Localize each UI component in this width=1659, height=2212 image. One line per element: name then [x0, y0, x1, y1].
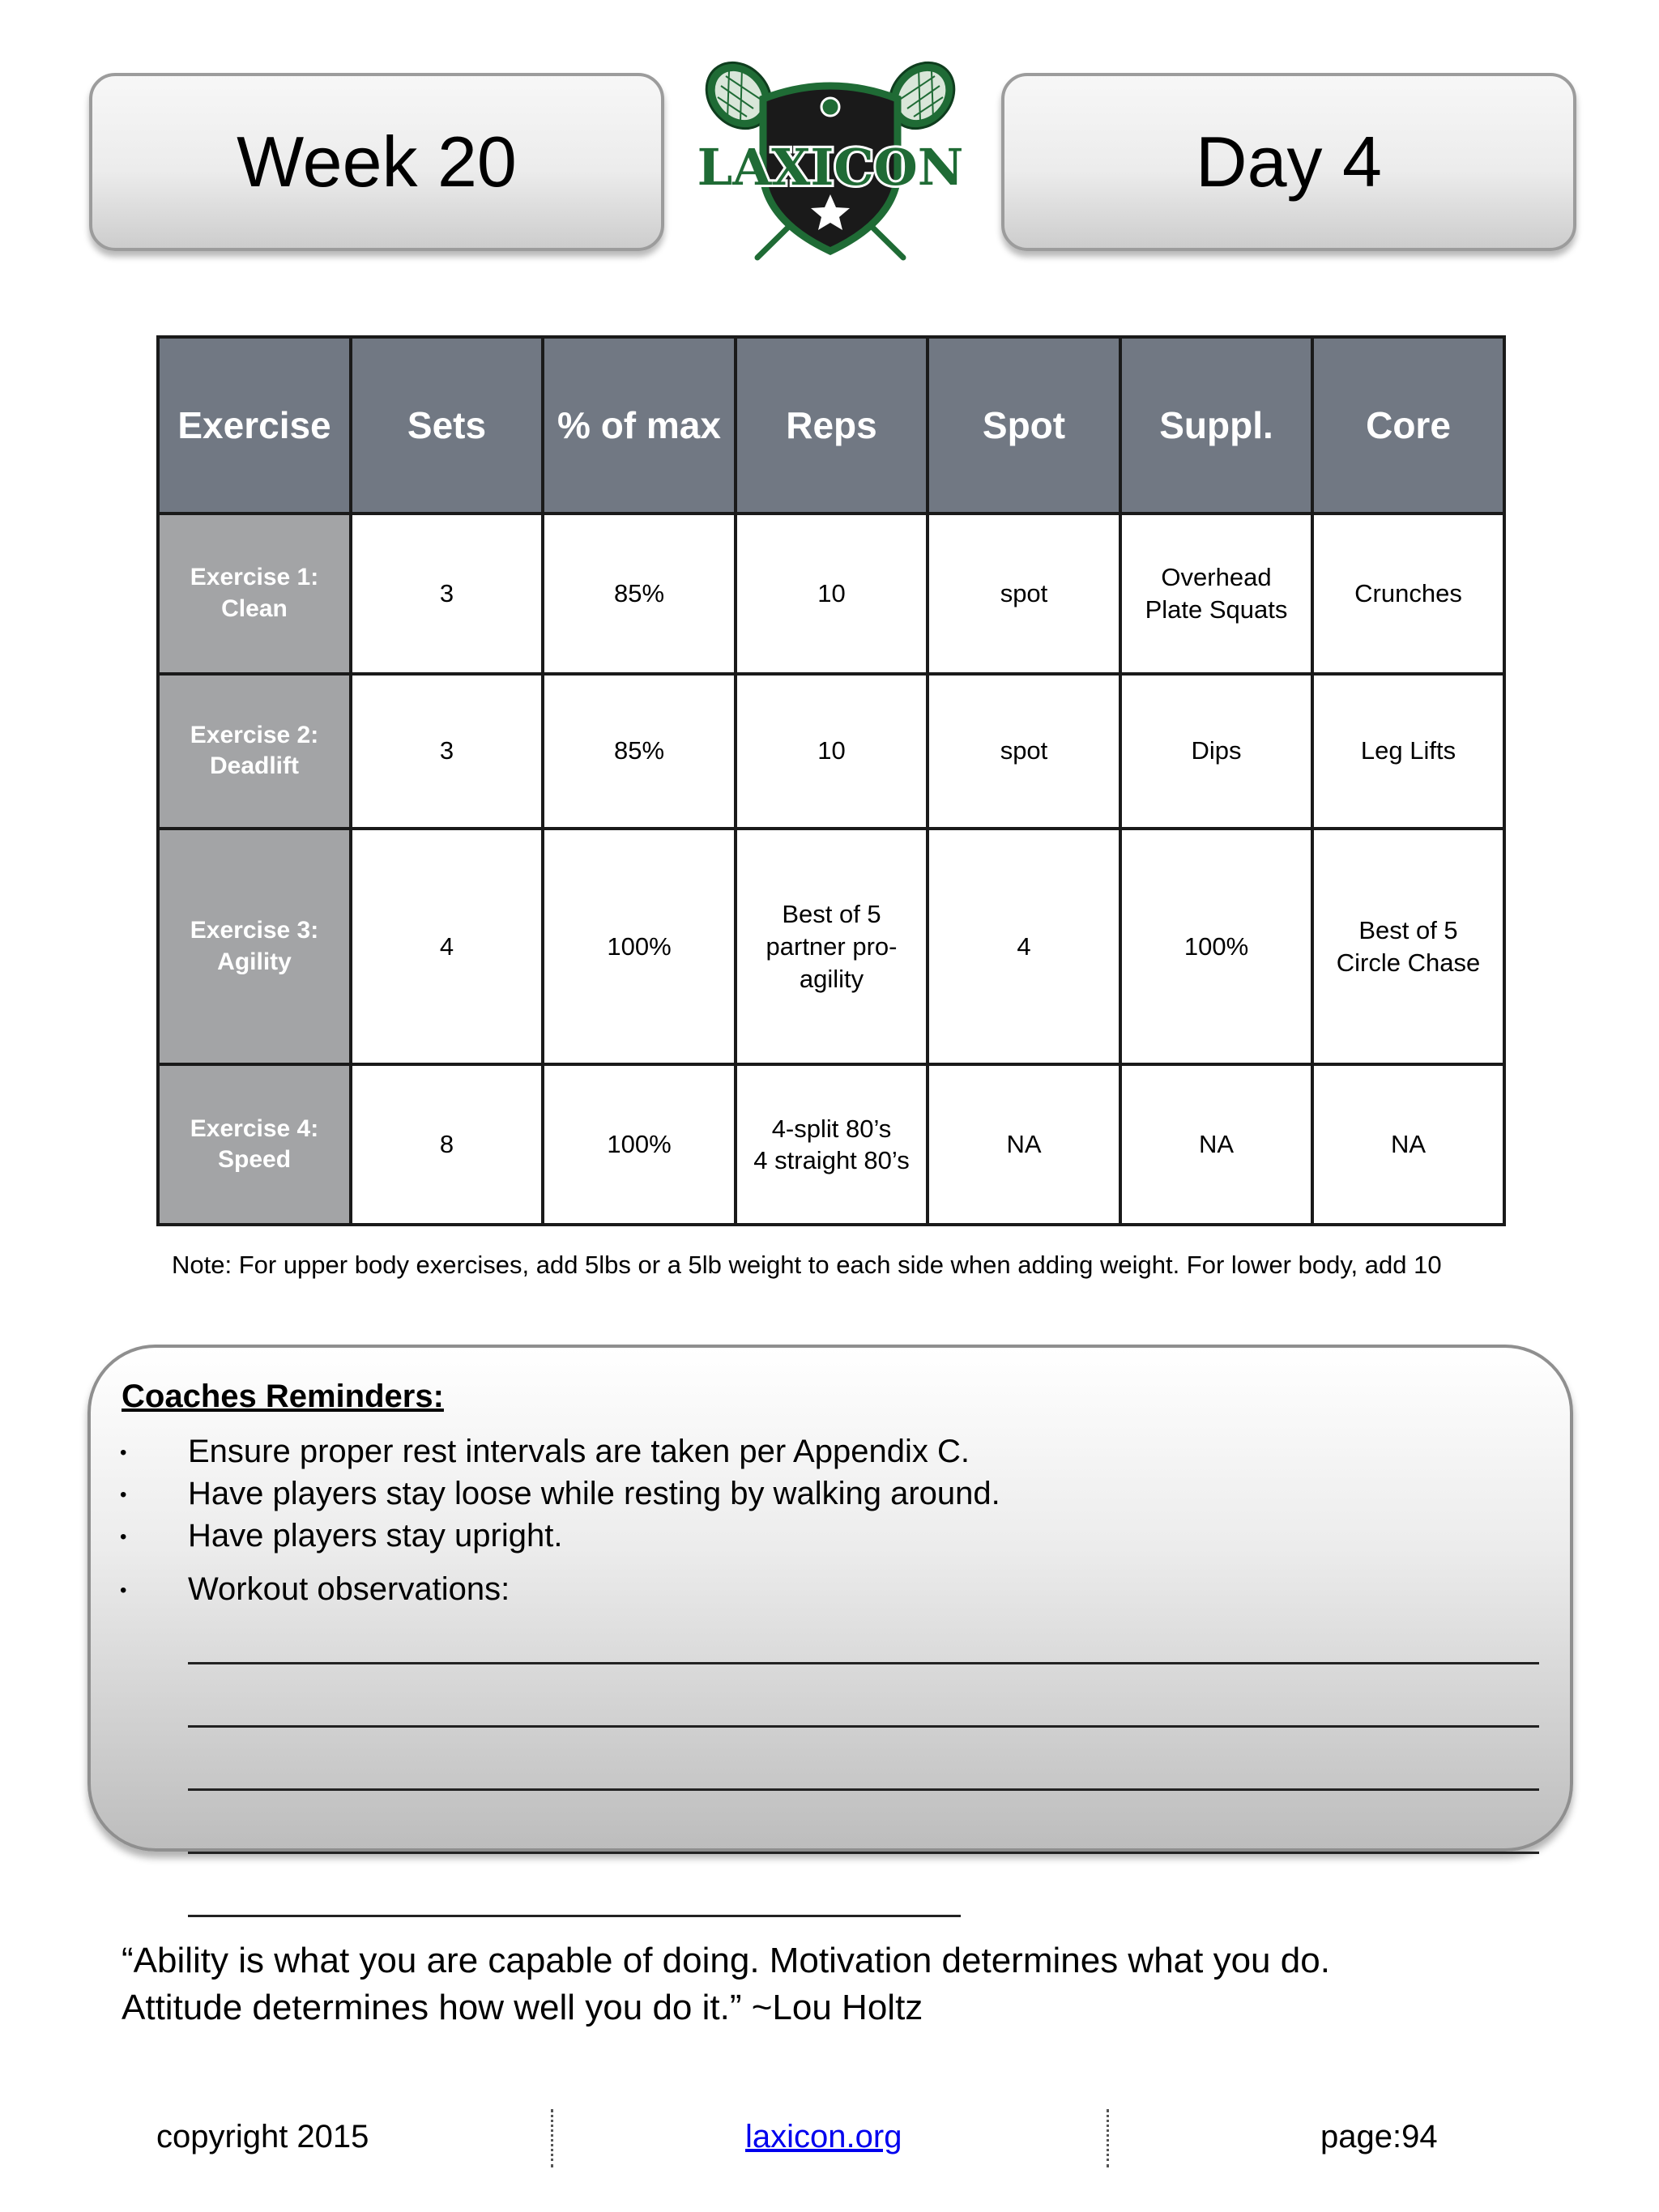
cell-suppl: [1120, 514, 1312, 674]
laxicon-logo: [697, 57, 964, 267]
motivational-quote: [122, 1937, 1580, 2031]
week-label: Week 20: [237, 121, 517, 202]
row-label-line: Exercise 3:: [190, 917, 319, 944]
cell-line: Overhead: [1161, 563, 1272, 592]
column-header-spot: Spot: [928, 337, 1120, 514]
cell-line: partner pro-: [766, 931, 898, 961]
cell-line: 10: [817, 578, 846, 607]
table-row: [158, 1064, 1504, 1225]
cell-reps: [736, 514, 928, 674]
cell-line: 4: [439, 931, 454, 961]
row-label-exercise: [158, 829, 351, 1065]
cell-sets: [351, 674, 543, 829]
day-label: Day 4: [1196, 121, 1382, 202]
cell-line: Circle Chase: [1336, 948, 1481, 977]
column-header-sets: Sets: [351, 337, 543, 514]
weight-note: Note: For upper body exercises, add 5lbs or a 5lb weight to each side when adding weight. For lower body, add 10: [172, 1251, 1442, 1279]
cell-spot: [928, 674, 1120, 829]
workout-table: [156, 335, 1506, 1226]
quote-line: “Ability is what you are capable of doing. Motivation determines what you do.: [122, 1941, 1330, 1980]
column-header-reps: Reps: [736, 337, 928, 514]
cell-line: 100%: [607, 931, 672, 961]
footer-page-number: page:94: [1320, 2119, 1438, 2154]
cell-line: Best of 5: [782, 900, 881, 929]
bullet-icon: •: [120, 1484, 127, 1506]
cell-percent-of-max: [543, 829, 736, 1065]
cell-line: spot: [1000, 578, 1048, 607]
cell-line: 3: [439, 736, 454, 765]
bullet-icon: •: [120, 1526, 127, 1548]
cell-line: 4: [1017, 931, 1031, 961]
row-label-line: Exercise 1:: [190, 564, 319, 591]
footer-copyright: copyright 2015: [156, 2119, 369, 2154]
row-label-line: Deadlift: [209, 752, 299, 780]
footer-divider: [1107, 2109, 1109, 2167]
cell-core: [1312, 514, 1504, 674]
reminder-item: Have players stay loose while resting by walking around.: [188, 1476, 1000, 1511]
cell-core: [1312, 674, 1504, 829]
cell-line: 4-split 80’s: [771, 1114, 892, 1143]
cell-spot: [928, 514, 1120, 674]
cell-spot: [928, 1064, 1120, 1225]
cell-line: 4 straight 80’s: [753, 1146, 910, 1175]
cell-suppl: [1120, 829, 1312, 1065]
cell-core: [1312, 1064, 1504, 1225]
cell-line: Crunches: [1354, 578, 1462, 607]
column-header-core: Core: [1312, 337, 1504, 514]
cell-percent-of-max: [543, 674, 736, 829]
cell-line: NA: [1390, 1130, 1427, 1159]
cell-line: Plate Squats: [1145, 595, 1288, 624]
cell-line: NA: [1006, 1130, 1042, 1159]
cell-reps: [736, 1064, 928, 1225]
cell-line: 100%: [1183, 931, 1249, 961]
cell-suppl: [1120, 674, 1312, 829]
column-header-percent-of-max: % of max: [543, 337, 736, 514]
row-label-exercise: [158, 674, 351, 829]
reminder-item: Ensure proper rest intervals are taken per Appendix C.: [188, 1434, 970, 1469]
row-label-line: Speed: [217, 1146, 292, 1174]
cell-line: 3: [439, 578, 454, 607]
row-label-line: Exercise 4:: [190, 1115, 319, 1142]
row-label-line: Clean: [221, 595, 288, 622]
observation-line[interactable]: [188, 1852, 1539, 1854]
footer-website-link[interactable]: laxicon.org: [745, 2119, 902, 2154]
cell-line: 10: [817, 736, 846, 765]
row-label-exercise: [158, 514, 351, 674]
cell-line: 85%: [613, 736, 665, 765]
day-label-box: [1001, 73, 1576, 251]
observation-line[interactable]: [188, 1915, 961, 1917]
table-header-row: [158, 337, 1504, 514]
cell-core: [1312, 829, 1504, 1065]
cell-line: NA: [1198, 1130, 1235, 1159]
cell-line: Leg Lifts: [1360, 736, 1456, 765]
cell-line: 100%: [607, 1130, 672, 1159]
quote-line: Attitude determines how well you do it.” ~Lou Holtz: [122, 1988, 923, 2027]
bullet-icon: •: [120, 1579, 127, 1601]
observation-line[interactable]: [188, 1725, 1539, 1728]
bullet-icon: •: [120, 1442, 127, 1464]
table-row: [158, 674, 1504, 829]
row-label-exercise: [158, 1064, 351, 1225]
row-label-line: Agility: [217, 948, 292, 975]
cell-line: 85%: [613, 578, 665, 607]
cell-percent-of-max: [543, 1064, 736, 1225]
week-label-box: [89, 73, 664, 251]
reminder-item: Have players stay upright.: [188, 1518, 563, 1554]
cell-spot: [928, 829, 1120, 1065]
column-header-suppl: Suppl.: [1120, 337, 1312, 514]
row-label-line: Exercise 2:: [190, 721, 319, 748]
column-header-exercise: Exercise: [158, 337, 351, 514]
cell-sets: [351, 514, 543, 674]
logo-wordmark: LAXICON: [697, 138, 964, 197]
workout-table-body: [158, 514, 1504, 1225]
cell-line: spot: [1000, 736, 1048, 765]
footer-divider: [551, 2109, 553, 2167]
observation-line[interactable]: [188, 1662, 1539, 1664]
cell-reps: [736, 829, 928, 1065]
cell-line: 8: [439, 1130, 454, 1159]
cell-line: Best of 5: [1358, 916, 1458, 945]
cell-sets: [351, 829, 543, 1065]
cell-sets: [351, 1064, 543, 1225]
observation-line[interactable]: [188, 1788, 1539, 1791]
table-row: [158, 829, 1504, 1065]
cell-line: agility: [799, 964, 864, 993]
cell-line: Dips: [1191, 736, 1242, 765]
table-row: [158, 514, 1504, 674]
cell-percent-of-max: [543, 514, 736, 674]
reminders-title: Coaches Reminders:: [122, 1379, 444, 1414]
cell-reps: [736, 674, 928, 829]
cell-suppl: [1120, 1064, 1312, 1225]
reminder-item: Workout observations:: [188, 1571, 510, 1607]
